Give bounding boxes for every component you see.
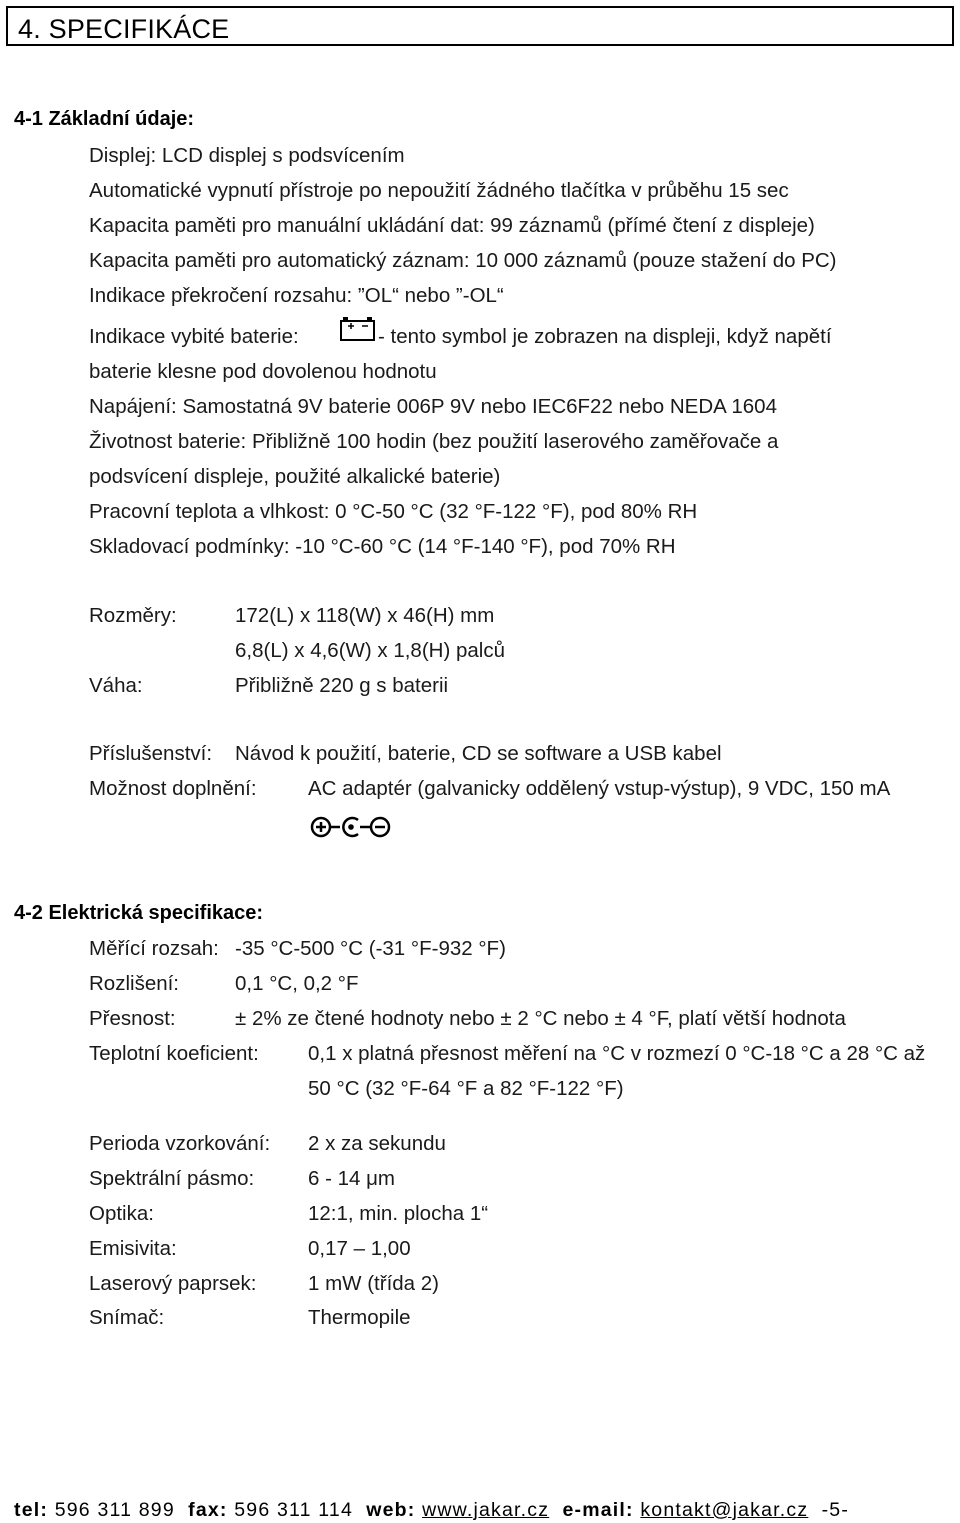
footer-fax-label: fax: (188, 1499, 228, 1521)
accuracy-value: ± 2% ze čtené hodnoty nebo ± 2 °C nebo ± 4 °F, platí větší hodnota (235, 1007, 846, 1030)
spectral-value: 6 - 14 μm (308, 1167, 396, 1190)
weight-label: Váha: (89, 674, 143, 697)
footer-email-label: e-mail: (562, 1499, 634, 1521)
spectral-label: Spektrální pásmo: (89, 1167, 255, 1190)
footer-web-label: web: (366, 1499, 416, 1521)
spec-storage: Skladovací podmínky: -10 °C-60 °C (14 °F-140 °F), pod 70% RH (89, 535, 676, 558)
sensor-value: Thermopile (308, 1306, 411, 1329)
accessories-value: Návod k použití, baterie, CD se software a USB kabel (235, 742, 722, 765)
range-label: Měřící rozsah: (89, 937, 219, 960)
dimensions-label: Rozměry: (89, 604, 177, 627)
spec-battery-label: Indikace vybité baterie: (89, 325, 299, 348)
section-heading-basic: 4-1 Základní údaje: (14, 108, 195, 130)
battery-icon (340, 316, 376, 342)
weight-value: Přibližně 220 g s baterii (235, 674, 449, 697)
resolution-value: 0,1 °C, 0,2 °F (235, 972, 359, 995)
page-number: -5- (821, 1499, 850, 1521)
laser-value: 1 mW (třída 2) (308, 1272, 439, 1295)
spec-battery-text-2: baterie klesne pod dovolenou hodnotu (89, 360, 437, 383)
options-label: Možnost doplnění: (89, 777, 257, 800)
footer-web-link[interactable]: www.jakar.cz (422, 1499, 550, 1521)
sampling-label: Perioda vzorkování: (89, 1132, 271, 1155)
resolution-label: Rozlišení: (89, 972, 180, 995)
footer (14, 1499, 849, 1522)
spec-autooff: Automatické vypnutí přístroje po nepoužití žádného tlačítka v průběhu 15 sec (89, 179, 789, 202)
temp-coef-value: 0,1 x platná přesnost měření na °C v rozmezí 0 °C-18 °C a 28 °C až (308, 1042, 926, 1065)
temp-coef-value-2: 50 °C (32 °F-64 °F a 82 °F-122 °F) (308, 1077, 624, 1100)
spec-memory-manual: Kapacita paměti pro manuální ukládání dat: 99 záznamů (přímé čtení z displeje) (89, 214, 815, 237)
accuracy-label: Přesnost: (89, 1007, 176, 1030)
temp-coef-label: Teplotní koeficient: (89, 1042, 259, 1065)
sampling-value: 2 x za sekundu (308, 1132, 446, 1155)
spec-battery-life-2: podsvícení displeje, použité alkalické baterie) (89, 465, 501, 488)
footer-tel-value: 596 311 899 (54, 1499, 175, 1521)
dimensions-mm: 172(L) x 118(W) x 46(H) mm (235, 604, 495, 627)
spec-battery-life: Životnost baterie: Přibližně 100 hodin (bez použití laserového zaměřovače a (89, 430, 779, 453)
header-box (6, 6, 954, 46)
footer-tel-label: tel: (14, 1499, 49, 1521)
emissivity-value: 0,17 – 1,00 (308, 1237, 411, 1260)
spec-overrange: Indikace překročení rozsahu: ”OL“ nebo ”-OL“ (89, 284, 504, 307)
spec-power: Napájení: Samostatná 9V baterie 006P 9V nebo IEC6F22 nebo NEDA 1604 (89, 395, 777, 418)
optics-value: 12:1, min. plocha 1“ (308, 1202, 489, 1225)
range-value: -35 °C-500 °C (-31 °F-932 °F) (235, 937, 506, 960)
emissivity-label: Emisivita: (89, 1237, 177, 1260)
laser-label: Laserový paprsek: (89, 1272, 257, 1295)
spec-memory-auto: Kapacita paměti pro automatický záznam: 10 000 záznamů (pouze stažení do PC) (89, 249, 837, 272)
footer-fax-value: 596 311 114 (234, 1499, 353, 1521)
section-heading-electrical: 4-2 Elektrická specifikace: (14, 902, 264, 924)
spec-operating-temp: Pracovní teplota a vlhkost: 0 °C-50 °C (32 °F-122 °F), pod 80% RH (89, 500, 698, 523)
polarity-icon (310, 815, 392, 839)
footer-email-link[interactable]: kontakt@jakar.cz (640, 1499, 809, 1521)
spec-display: Displej: LCD displej s podsvícením (89, 144, 405, 167)
optics-label: Optika: (89, 1202, 154, 1225)
dimensions-inch: 6,8(L) x 4,6(W) x 1,8(H) palců (235, 639, 505, 662)
sensor-label: Snímač: (89, 1306, 165, 1329)
accessories-label: Příslušenství: (89, 742, 213, 765)
spec-battery-text: - tento symbol je zobrazen na displeji, když napětí (378, 325, 832, 348)
options-value: AC adaptér (galvanicky oddělený vstup-výstup), 9 VDC, 150 mA (308, 777, 891, 800)
page-title: 4. SPECIFIKÁCE (18, 14, 230, 44)
